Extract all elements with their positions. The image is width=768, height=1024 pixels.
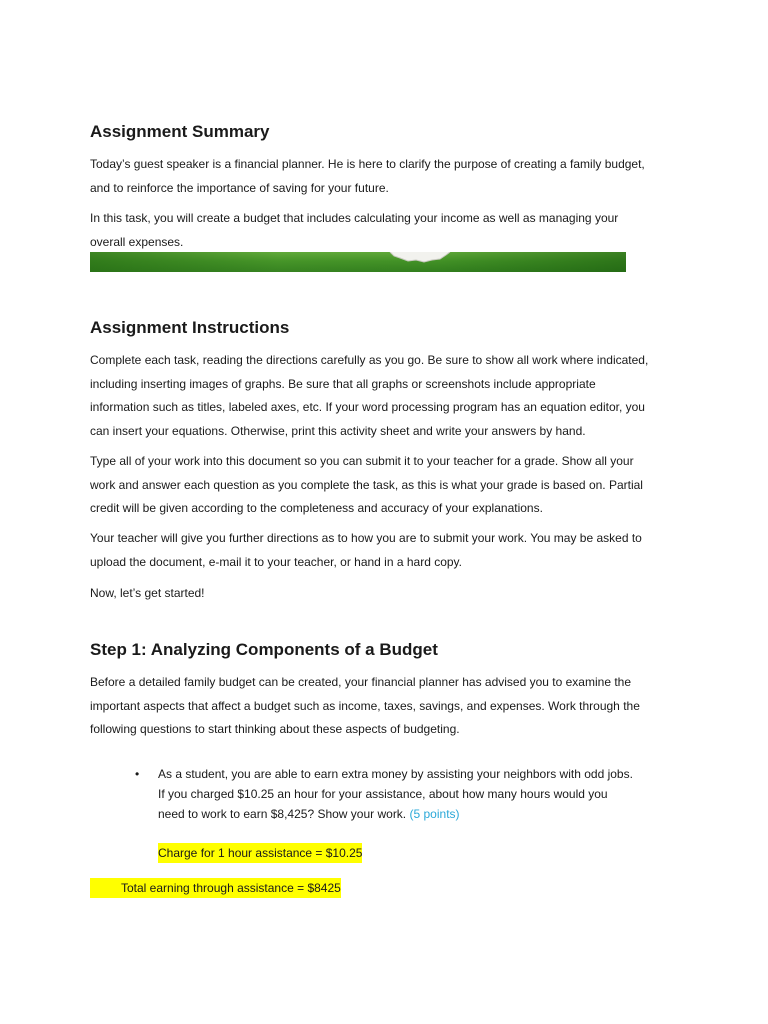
- text-line: overall expenses.: [90, 234, 184, 249]
- banner-torn-paper-graphic: [90, 252, 626, 272]
- text-line: Before a detailed family budget can be created, your financial planner has advised you to examine the: [90, 675, 632, 689]
- text-line: Type all of your work into this document so you can submit it to your teacher for a grade. Show all your: [90, 454, 634, 468]
- text-line: Your teacher will give you further directions as to how you are to submit your work. You may be asked to: [90, 531, 642, 545]
- answer-line-2-highlighted: Total earning through assistance = $8425: [90, 878, 341, 898]
- text-line: [158, 804, 638, 824]
- text-line: If you charged $10.25 an hour for your assistance, about how many hours would you: [158, 787, 608, 801]
- step1-heading: Step 1: Analyzing Components of a Budget: [90, 640, 438, 659]
- points-label: (5 points): [409, 807, 460, 821]
- text-line: Complete each task, reading the directions carefully as you go. Be sure to show all work where indicated,: [90, 353, 649, 367]
- assignment-summary-heading: Assignment Summary: [90, 122, 270, 141]
- instructions-paragraph-4: [90, 582, 690, 606]
- text-line: and to reinforce the importance of saving for your future.: [90, 180, 389, 195]
- bullet-icon: •: [135, 767, 140, 781]
- text-line: Now, let’s get started!: [90, 586, 205, 600]
- answer-line-1-highlighted: Charge for 1 hour assistance = $10.25: [158, 843, 362, 863]
- text-line: can insert your equations. Otherwise, print this activity sheet and write your answers by hand.: [90, 423, 586, 438]
- text-line: work and answer each question as you complete the task, as this is what your grade is based on. Partial: [90, 477, 643, 492]
- text-line: Today’s guest speaker is a financial planner. He is here to clarify the purpose of creating a family budget,: [90, 157, 645, 171]
- instructions-paragraph-3: [90, 527, 690, 574]
- step1-paragraph: [90, 671, 690, 742]
- text-line: important aspects that affect a budget such as income, taxes, savings, and expenses. Work through the: [90, 698, 640, 713]
- green-banner-image: [90, 252, 626, 272]
- text-line: following questions to start thinking about these aspects of budgeting.: [90, 722, 460, 736]
- question-1-text: [158, 764, 638, 824]
- summary-paragraph-2: [90, 207, 690, 254]
- text-line: credit will be given according to the completeness and accuracy of your explanations.: [90, 501, 543, 515]
- text-line: including inserting images of graphs. Be sure that all graphs or screenshots include appropriate: [90, 376, 596, 391]
- text-line: information such as titles, labeled axes, etc. If your word processing program has an equation editor, you: [90, 400, 645, 414]
- question-1-last-line: need to work to earn $8,425? Show your work.: [158, 807, 407, 821]
- text-line: upload the document, e-mail it to your teacher, or hand in a hard copy.: [90, 554, 462, 569]
- text-line: As a student, you are able to earn extra money by assisting your neighbors with odd jobs.: [158, 767, 633, 781]
- summary-paragraph-1: [90, 153, 690, 200]
- assignment-instructions-heading: Assignment Instructions: [90, 318, 290, 337]
- text-line: In this task, you will create a budget that includes calculating your income as well as managing your: [90, 211, 619, 225]
- instructions-paragraph-2: [90, 450, 690, 521]
- instructions-paragraph-1: [90, 349, 690, 443]
